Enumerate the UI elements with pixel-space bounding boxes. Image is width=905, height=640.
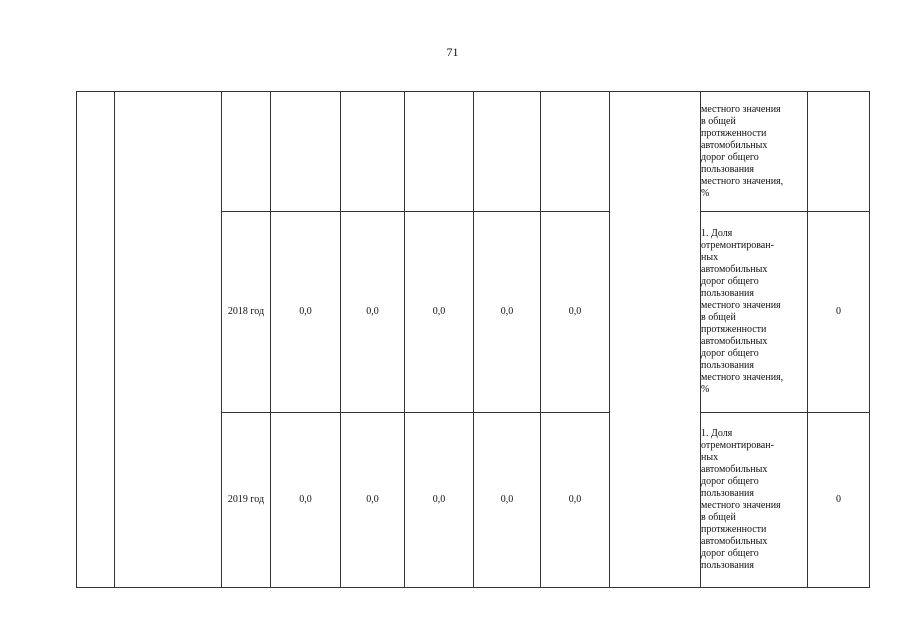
indicator-text: 1. Доля отремонтирован- ных автомобильных дорог общего пользования местного значения в общей протяженности автомобильных дорог общего пользования местного значения, % xyxy=(701,228,784,395)
value-cell: 0,0 xyxy=(271,212,341,413)
measure-name-cell xyxy=(115,92,222,588)
indicator-cell xyxy=(701,413,808,588)
value-cell: 0,0 xyxy=(541,413,610,588)
value-cell: 0,0 xyxy=(341,212,405,413)
value-cell: 0,0 xyxy=(271,413,341,588)
target-value-cell xyxy=(808,92,870,212)
value-cell xyxy=(341,92,405,212)
year-cell: 2019 год xyxy=(222,413,271,588)
page-number: 71 xyxy=(446,45,459,59)
value-cell xyxy=(541,92,610,212)
target-value-cell: 0 xyxy=(808,413,870,588)
indicator-text: местного значения в общей протяженности автомобильных дорог общего пользования местного значения, % xyxy=(701,103,784,199)
target-value-cell: 0 xyxy=(808,212,870,413)
value-cell xyxy=(271,92,341,212)
indicator-text: 1. Доля отремонтирован- ных автомобильных дорог общего пользования местного значения в общей протяженности автомобильных дорог общего пользования xyxy=(701,428,781,571)
value-cell: 0,0 xyxy=(405,413,474,588)
table-row-continued xyxy=(77,92,870,212)
value-cell: 0,0 xyxy=(474,212,541,413)
value-cell xyxy=(474,92,541,212)
year-cell xyxy=(222,92,271,212)
value-cell: 0,0 xyxy=(474,413,541,588)
number-cell xyxy=(77,92,115,588)
value-cell: 0,0 xyxy=(541,212,610,413)
executor-cell xyxy=(610,92,701,588)
value-cell xyxy=(405,92,474,212)
indicator-cell xyxy=(701,92,808,212)
indicator-cell xyxy=(701,212,808,413)
value-cell: 0,0 xyxy=(405,212,474,413)
value-cell: 0,0 xyxy=(341,413,405,588)
program-table xyxy=(76,91,870,588)
year-cell: 2018 год xyxy=(222,212,271,413)
